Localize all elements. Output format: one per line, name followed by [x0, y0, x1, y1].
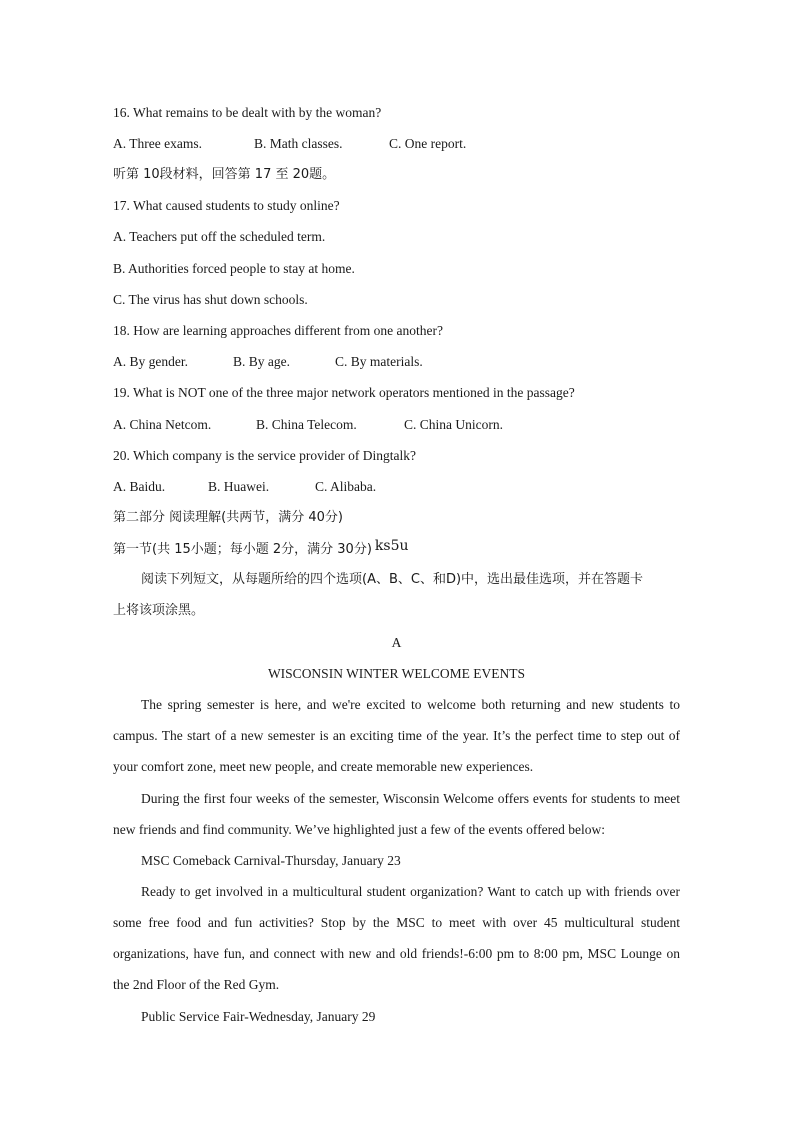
q17-option-b: B. Authorities forced people to stay at home. — [113, 261, 355, 276]
q19-option-b: B. China Telecom. — [256, 417, 357, 432]
q19-option-a: A. China Netcom. — [113, 417, 212, 432]
passage-paragraph-3: Ready to get involved in a multicultural student organization? Want to catch up with friends over some free food and fun activities? Stop by the MSC to meet with over 45 multicultural student organizations, have fun, and connect with new and old friends!-6:00 pm to 8:00 pm, MSC Lounge on the 2nd Floor of the Red Gym. — [113, 884, 680, 992]
section-one-text: 第一节(共 15小题；每小题 2分，满分 30分) — [113, 542, 372, 557]
watermark-ks5u: ks5u — [374, 538, 409, 554]
part-two-heading: 第二部分 阅读理解(共两节，满分 40分) — [113, 510, 343, 525]
q17-option-a: A. Teachers put off the scheduled term. — [113, 229, 326, 244]
q16-option-b: B. Math classes. — [254, 136, 343, 151]
reading-instruction-line-1: 阅读下列短文，从每题所给的四个选项(A、B、C、和D)中，选出最佳选项，并在答题卡 — [141, 572, 644, 587]
question-20: 20. Which company is the service provider of Dingtalk? — [113, 448, 417, 463]
passage-label: A — [391, 635, 402, 650]
question-16: 16. What remains to be dealt with by the woman? — [113, 105, 382, 120]
q18-option-c: C. By materials. — [335, 354, 423, 369]
q16-option-a: A. Three exams. — [113, 136, 202, 151]
event-heading-1: MSC Comeback Carnival-Thursday, January 23 — [141, 853, 401, 868]
question-17: 17. What caused students to study online? — [113, 198, 340, 213]
passage-paragraph-2: During the first four weeks of the semester, Wisconsin Welcome offers events for students to meet new friends and find community. We’ve highlighted just a few of the events offered below: — [113, 791, 680, 837]
q19-option-c: C. China Unicorn. — [404, 417, 503, 432]
question-19: 19. What is NOT one of the three major network operators mentioned in the passage? — [113, 385, 575, 400]
q17-option-c: C. The virus has shut down schools. — [113, 292, 308, 307]
q16-option-c: C. One report. — [389, 136, 467, 151]
q18-option-a: A. By gender. — [113, 354, 188, 369]
q18-option-b: B. By age. — [233, 354, 290, 369]
reading-instruction-line-2: 上将该项涂黑。 — [113, 603, 205, 618]
question-18: 18. How are learning approaches different from one another? — [113, 323, 443, 338]
q20-option-c: C. Alibaba. — [315, 479, 377, 494]
event-heading-2: Public Service Fair-Wednesday, January 29 — [141, 1009, 376, 1024]
q20-option-b: B. Huawei. — [208, 479, 270, 494]
q20-option-a: A. Baidu. — [113, 479, 166, 494]
passage-title: WISCONSIN WINTER WELCOME EVENTS — [267, 666, 526, 681]
listening-instruction: 听第 10段材料，回答第 17 至 20题。 — [113, 167, 336, 182]
section-one-heading — [113, 540, 409, 559]
passage-paragraph-1: The spring semester is here, and we're excited to welcome both returning and new students to campus. The start of a new semester is an exciting time of the year. It’s the perfect time to step out of your comfort zone, meet new people, and create memorable new experiences. — [113, 697, 680, 774]
